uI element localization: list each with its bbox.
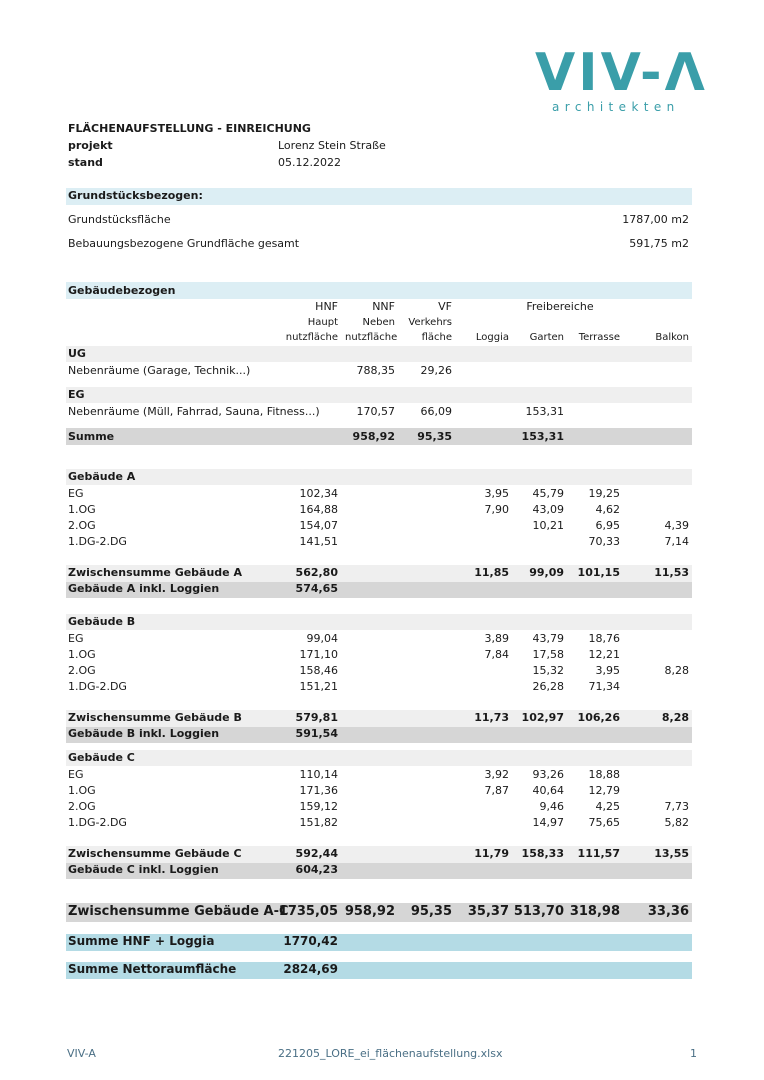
netto-label: Summe Nettoraumfläche (68, 962, 237, 976)
building-row-loggia: 3,89 (484, 632, 509, 645)
building-row-garten: 10,21 (532, 519, 564, 532)
grund-row-label: Bebauungsbezogene Grundfläche gesamt (68, 237, 300, 250)
building-row-terrasse: 18,76 (588, 632, 620, 645)
building-row-garten: 26,28 (532, 680, 564, 693)
building-row-balkon: 8,28 (664, 664, 689, 677)
projekt-value: Lorenz Stein Straße (278, 139, 386, 152)
building-row-loggia: 7,84 (484, 648, 509, 661)
hnf-loggia-value: 1770,42 (283, 934, 338, 948)
building-row-hnf: 158,46 (299, 664, 338, 677)
summe-label: Summe (68, 430, 115, 443)
building-row-hnf: 154,07 (299, 519, 338, 532)
col-hnf-sub2: nutzfläche (285, 332, 338, 343)
building-subtotal-label: Zwischensumme Gebäude B (68, 711, 242, 724)
ug-band (66, 346, 692, 362)
summe-nnf: 958,92 (352, 430, 395, 443)
building-subtotal-label: Zwischensumme Gebäude A (68, 566, 242, 579)
col-balkon-header: Balkon (655, 332, 689, 343)
building-row-garten: 15,32 (532, 664, 564, 677)
building-row-terrasse: 12,21 (588, 648, 620, 661)
hnf-loggia-label: Summe HNF + Loggia (68, 934, 215, 948)
netto-value: 2824,69 (283, 962, 338, 976)
building-subtotal-terrasse: 106,26 (577, 711, 620, 724)
ug-row-label: Nebenräume (Garage, Technik...) (68, 364, 251, 377)
col-vf-sub2: fläche (421, 332, 452, 343)
building-row-hnf: 141,51 (299, 535, 338, 548)
building-subtotal-loggia: 11,73 (474, 711, 509, 724)
col-nnf-sub2: nutzfläche (345, 332, 398, 343)
total-nnf: 958,92 (344, 904, 395, 919)
building-subtotal-hnf: 579,81 (295, 711, 338, 724)
building-row-hnf: 151,82 (299, 816, 338, 829)
building-subtotal-hnf: 592,44 (295, 847, 338, 860)
footer-page-number: 1 (690, 1047, 697, 1060)
building-row-label: 1.OG (68, 784, 96, 797)
building-subtotal-loggia: 11,85 (474, 566, 509, 579)
building-row-loggia: 3,95 (484, 487, 509, 500)
col-vf-sub1: Verkehrs (408, 317, 452, 328)
ug-row-nnf: 788,35 (356, 364, 395, 377)
total-loggia: 35,37 (467, 904, 509, 919)
col-hnf-sub1: Haupt (307, 317, 338, 328)
summe-vf: 95,35 (417, 430, 452, 443)
building-row-hnf: 102,34 (299, 487, 338, 500)
geb-heading: Gebäudebezogen (68, 284, 176, 297)
building-heading: Gebäude C (68, 751, 135, 764)
building-row-label: 2.OG (68, 664, 96, 677)
building-row-terrasse: 70,33 (588, 535, 620, 548)
building-row-loggia: 7,90 (484, 503, 509, 516)
building-heading-band (66, 750, 692, 766)
building-row-label: 1.DG-2.DG (68, 816, 127, 829)
col-loggia-header: Loggia (475, 332, 509, 343)
building-row-terrasse: 19,25 (588, 487, 620, 500)
grund-row-label: Grundstücksfläche (68, 213, 171, 226)
stand-value: 05.12.2022 (278, 156, 341, 169)
total-garten: 513,70 (513, 904, 564, 919)
building-row-garten: 43,09 (532, 503, 564, 516)
building-row-garten: 14,97 (532, 816, 564, 829)
building-row-garten: 45,79 (532, 487, 564, 500)
building-inkl-hnf: 604,23 (295, 863, 338, 876)
building-subtotal-loggia: 11,79 (474, 847, 509, 860)
building-inkl-label: Gebäude C inkl. Loggien (68, 863, 219, 876)
building-row-balkon: 4,39 (664, 519, 689, 532)
building-row-garten: 9,46 (539, 800, 564, 813)
building-row-balkon: 7,14 (664, 535, 689, 548)
building-inkl-hnf: 574,65 (295, 582, 338, 595)
col-nnf-sub1: Neben (362, 317, 395, 328)
document-title: FLÄCHENAUFSTELLUNG - EINREICHUNG (68, 122, 311, 135)
grund-row-value: 591,75 m2 (629, 237, 689, 250)
grund-row-value: 1787,00 m2 (622, 213, 689, 226)
building-row-hnf: 171,36 (299, 784, 338, 797)
building-subtotal-terrasse: 111,57 (577, 847, 620, 860)
building-row-label: 1.DG-2.DG (68, 680, 127, 693)
building-row-hnf: 159,12 (299, 800, 338, 813)
building-heading: Gebäude A (68, 470, 136, 483)
total-terrasse: 318,98 (569, 904, 620, 919)
building-row-terrasse: 6,95 (595, 519, 620, 532)
building-heading: Gebäude B (68, 615, 136, 628)
building-row-label: 2.OG (68, 519, 96, 532)
building-heading-band (66, 469, 692, 485)
col-terrasse-header: Terrasse (578, 332, 620, 343)
building-subtotal-garten: 102,97 (521, 711, 564, 724)
eg-row-garten: 153,31 (525, 405, 564, 418)
building-subtotal-terrasse: 101,15 (577, 566, 620, 579)
projekt-label: projekt (68, 139, 113, 152)
building-row-label: 1.OG (68, 503, 96, 516)
building-row-garten: 93,26 (532, 768, 564, 781)
eg-band (66, 387, 692, 403)
building-row-terrasse: 71,34 (588, 680, 620, 693)
col-freibereiche-header: Freibereiche (526, 300, 594, 313)
building-row-hnf: 151,21 (299, 680, 338, 693)
building-row-label: 2.OG (68, 800, 96, 813)
summe-garten: 153,31 (521, 430, 564, 443)
building-row-terrasse: 4,62 (595, 503, 620, 516)
building-subtotal-label: Zwischensumme Gebäude C (68, 847, 242, 860)
building-row-hnf: 164,88 (299, 503, 338, 516)
building-row-label: 1.DG-2.DG (68, 535, 127, 548)
building-row-balkon: 5,82 (664, 816, 689, 829)
building-row-hnf: 99,04 (306, 632, 338, 645)
building-subtotal-balkon: 11,53 (654, 566, 689, 579)
col-nnf-header: NNF (372, 300, 395, 313)
building-row-hnf: 110,14 (299, 768, 338, 781)
eg-row-nnf: 170,57 (356, 405, 395, 418)
building-row-terrasse: 12,79 (588, 784, 620, 797)
building-heading-band (66, 614, 692, 630)
total-label: Zwischensumme Gebäude A-C (68, 904, 289, 919)
building-row-loggia: 3,92 (484, 768, 509, 781)
building-subtotal-hnf: 562,80 (295, 566, 338, 579)
building-subtotal-garten: 158,33 (521, 847, 564, 860)
building-inkl-label: Gebäude A inkl. Loggien (68, 582, 220, 595)
grund-heading: Grundstücksbezogen: (68, 189, 203, 202)
building-subtotal-balkon: 13,55 (654, 847, 689, 860)
building-row-hnf: 171,10 (299, 648, 338, 661)
company-logo-subtitle: architekten (552, 100, 680, 114)
eg-row-label: Nebenräume (Müll, Fahrrad, Sauna, Fitness...) (68, 405, 320, 418)
total-vf: 95,35 (410, 904, 452, 919)
col-vf-header: VF (438, 300, 452, 313)
ug-row-vf: 29,26 (420, 364, 452, 377)
footer-filename: 221205_LORE_ei_flächenaufstellung.xlsx (278, 1047, 503, 1060)
building-row-terrasse: 3,95 (595, 664, 620, 677)
building-row-terrasse: 4,25 (595, 800, 620, 813)
building-row-garten: 43,79 (532, 632, 564, 645)
company-logo: VIV-Λ (535, 43, 708, 103)
building-row-garten: 40,64 (532, 784, 564, 797)
building-inkl-label: Gebäude B inkl. Loggien (68, 727, 220, 740)
building-row-label: EG (68, 632, 84, 645)
col-garten-header: Garten (529, 332, 564, 343)
ug-label: UG (68, 347, 86, 360)
eg-label: EG (68, 388, 85, 401)
eg-row-vf: 66,09 (420, 405, 452, 418)
building-row-label: EG (68, 487, 84, 500)
building-row-label: EG (68, 768, 84, 781)
building-row-terrasse: 75,65 (588, 816, 620, 829)
building-row-garten: 17,58 (532, 648, 564, 661)
stand-label: stand (68, 156, 103, 169)
footer-left: VIV-A (67, 1047, 96, 1060)
total-hnf: 1735,05 (278, 904, 338, 919)
building-row-label: 1.OG (68, 648, 96, 661)
total-balkon: 33,36 (647, 904, 689, 919)
col-hnf-header: HNF (315, 300, 338, 313)
building-row-balkon: 7,73 (664, 800, 689, 813)
building-row-terrasse: 18,88 (588, 768, 620, 781)
building-subtotal-balkon: 8,28 (661, 711, 689, 724)
building-subtotal-garten: 99,09 (529, 566, 564, 579)
building-inkl-hnf: 591,54 (295, 727, 338, 740)
building-row-loggia: 7,87 (484, 784, 509, 797)
